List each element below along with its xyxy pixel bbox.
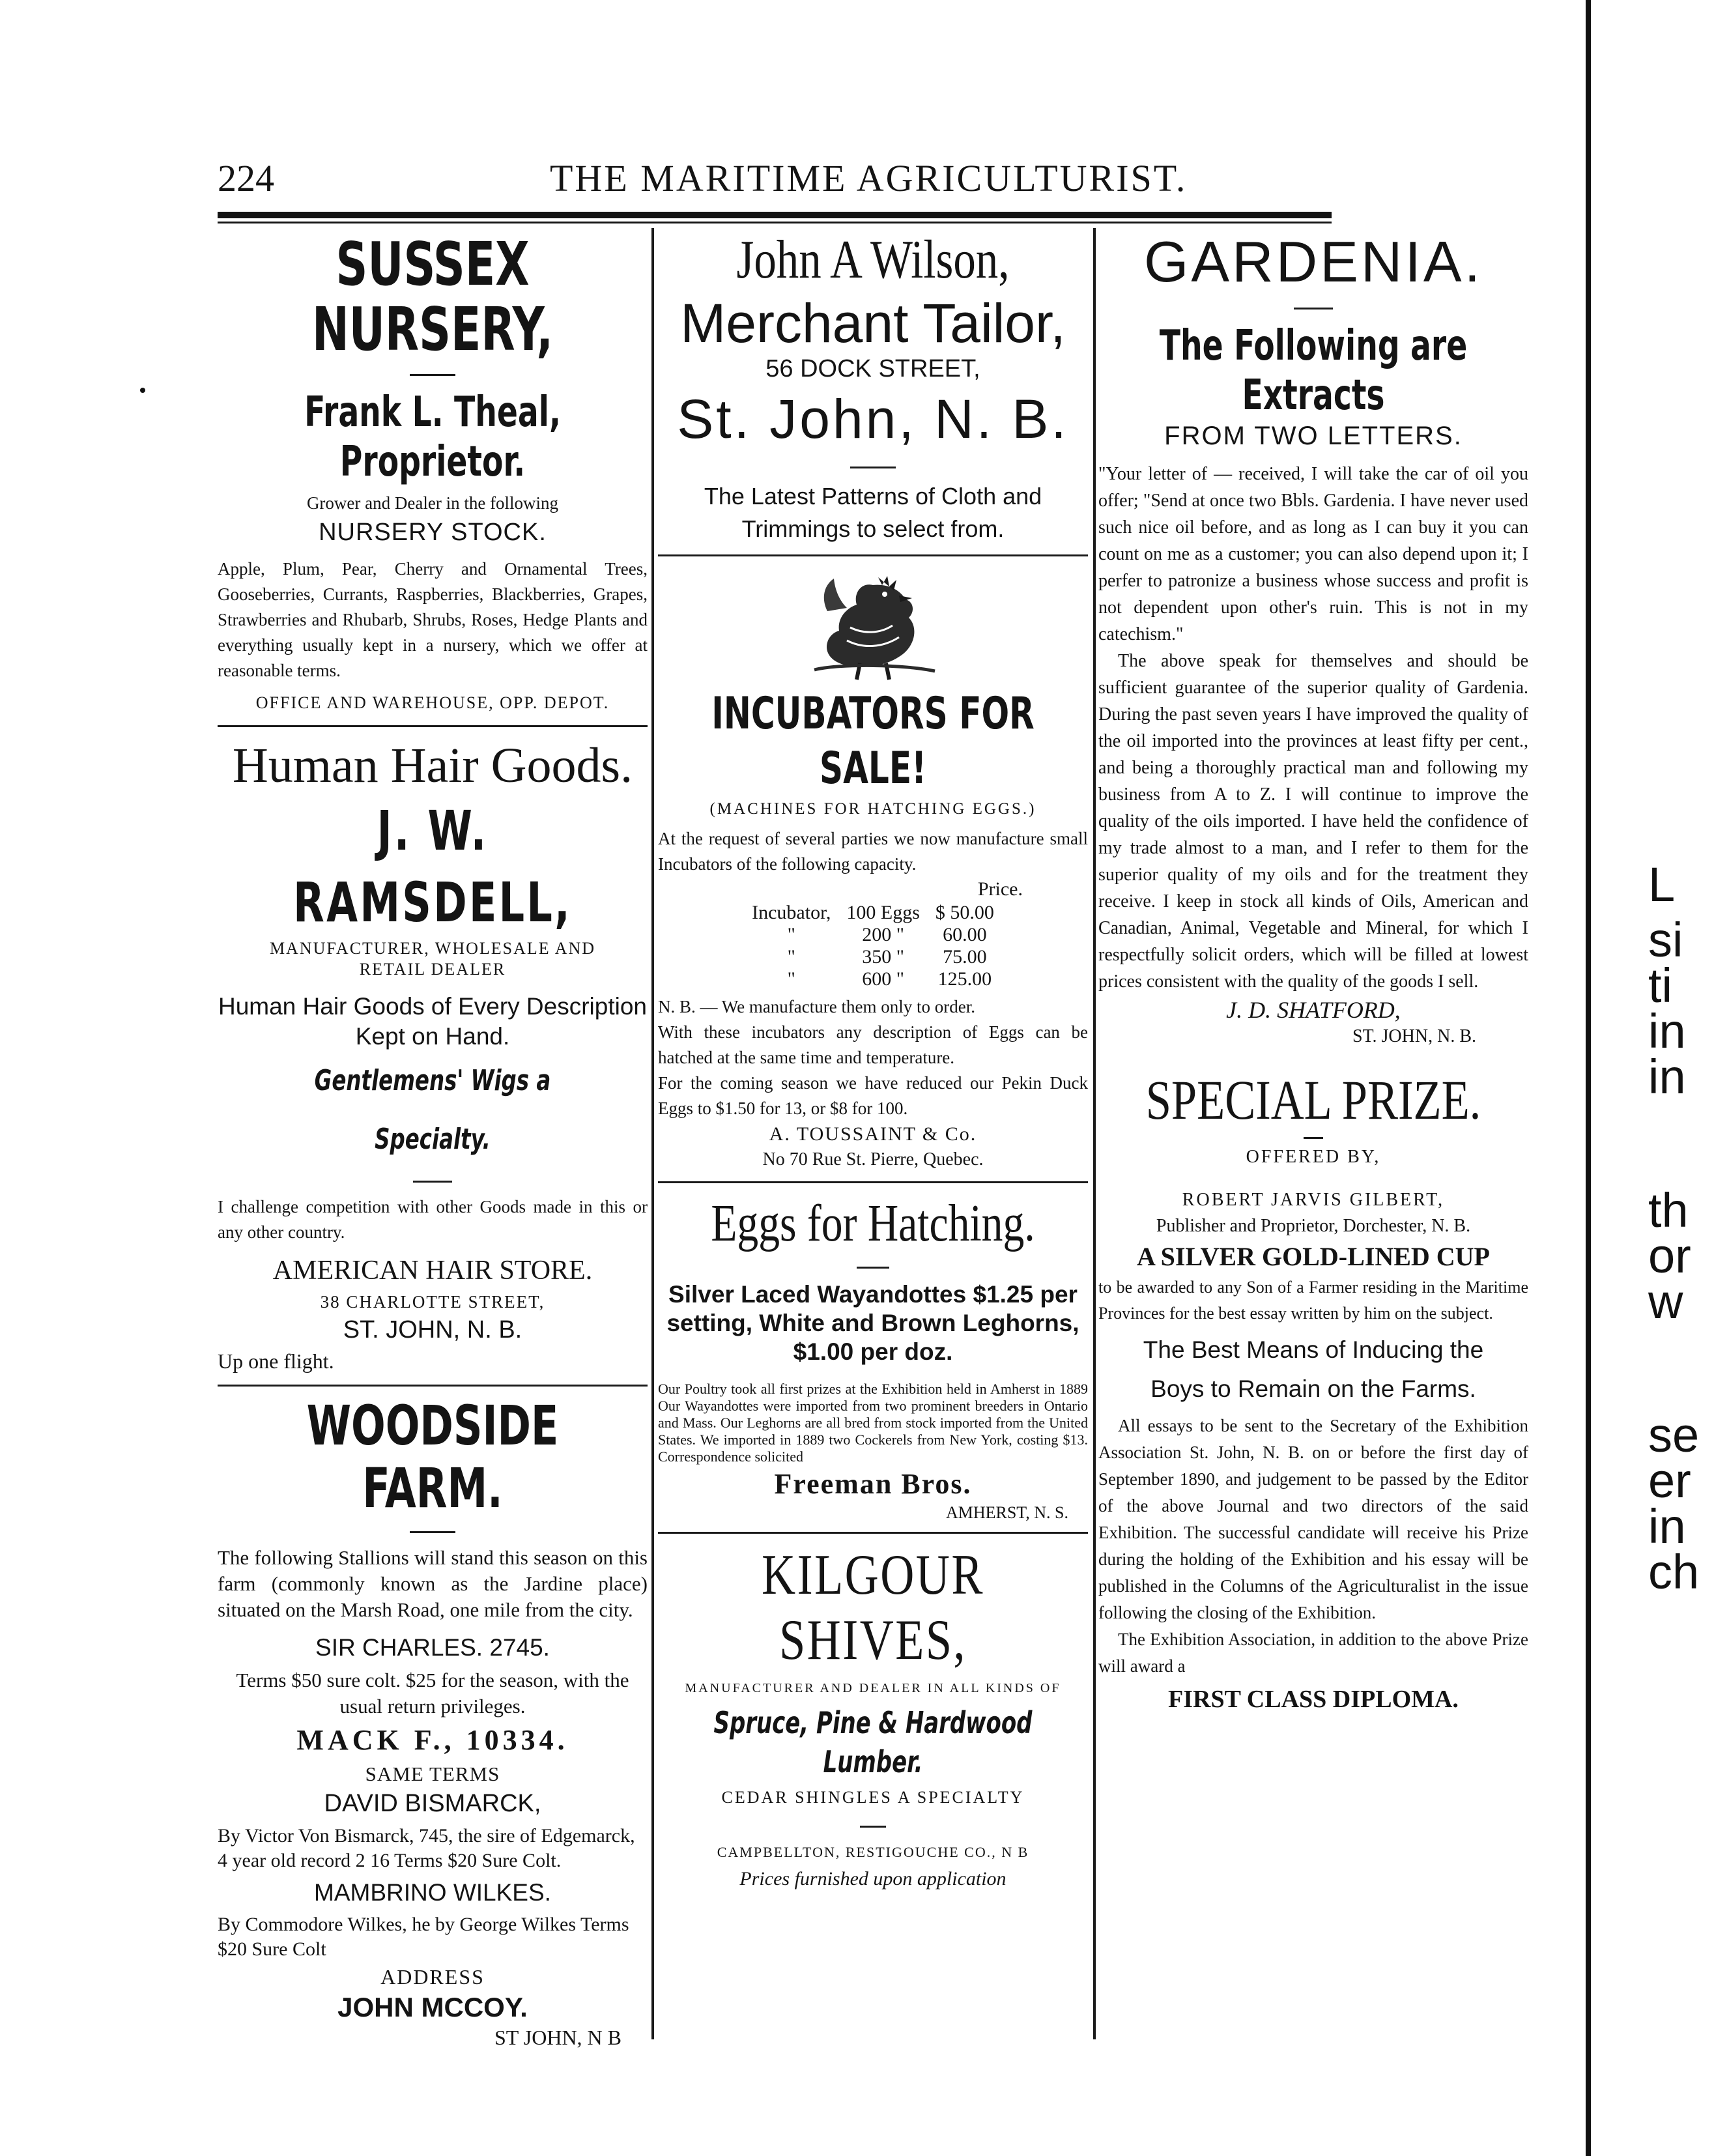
incubators-title: INCUBATORS FOR SALE! [711,688,1035,794]
incubators-pekin: For the coming season we have reduced our Pekin Duck Eggs to $1.50 for 13, or $8 for 100. [658,1073,1088,1118]
woodside-body: The following Stallions will stand this season on this farm (commonly known as the Jardine place) situated on the Marsh Road, one mile from the city. [218,1546,648,1621]
kilgour-trade: MANUFACTURER AND DEALER IN ALL KINDS OF [685,1681,1061,1695]
gardenia-title: GARDENIA. [1143,229,1483,294]
same-terms: SAME TERMS [365,1762,500,1785]
sussex-stock: NURSERY STOCK. [319,519,547,546]
incubators-intro: At the request of several parties we now manufacture small Incubators of the following capacity. [658,829,1088,874]
edge-fragment: in [1648,1050,1686,1104]
prize-cup-desc: to be awarded to any Son of a Farmer residing in the Maritime Provinces for the best essay written by him on the subject. [1098,1278,1528,1323]
ad-human-hair [218,736,648,1377]
sir-charles: SIR CHARLES. 2745. [315,1634,550,1661]
prize-subject-2: Boys to Remain on the Farms. [1150,1375,1476,1402]
divider [1294,308,1333,309]
prize-name: ROBERT JARVIS GILBERT, [1182,1190,1445,1210]
sussex-body: Apple, Plum, Pear, Cherry and Ornamental Trees, Gooseberries, Currants, Raspberries, Blackberries, Grapes, Strawberries and Rhubarb, Shrubs, Roses, Hedge Plants and everything usually kept in a nursery, which we offer at reasonable terms. [218,559,648,680]
hair-specialty: Gentlemens' Wigs a Specialty. [314,1064,551,1156]
table-row [744,946,1002,968]
section-rule [218,725,648,727]
edge-fragment: L [1648,857,1676,912]
prize-extra: The Exhibition Association, in addition to the above Prize will award a [1098,1630,1528,1676]
ad-incubators [658,566,1088,1172]
column-left [218,228,648,2052]
section-rule [658,1181,1088,1183]
prize-offered: OFFERED BY, [1246,1147,1381,1167]
hair-flight: Up one flight. [218,1349,334,1373]
edge-fragment: se [1648,1408,1700,1462]
section-rule [218,1385,648,1387]
incubator-price-table [744,902,1002,990]
divider [857,1267,889,1269]
row-qty: 200 " [862,924,904,945]
kilgour-address: CAMPBELLTON, RESTIGOUCHE CO., N B [717,1844,1029,1860]
divider [860,1826,886,1828]
edge-fragment: in [1648,1499,1686,1553]
gardenia-sub2: FROM TWO LETTERS. [1164,422,1463,450]
header-rule [218,212,1332,218]
column-divider-1 [651,228,654,2039]
page-number: 224 [218,157,274,199]
incubators-body: With these incubators any description of Eggs can be hatched at the same time and temperature. [658,1022,1088,1067]
wilkes-desc: By Commodore Wilkes, he by George Wilkes Terms $20 Sure Colt [218,1914,629,1960]
price-header: Price. [977,878,1023,900]
hair-name: J. W. RAMSDELL, [293,799,572,934]
edge-fragment: in [1648,1004,1686,1058]
section-rule [658,1532,1088,1534]
section-rule [658,554,1088,556]
incubators-subtitle: (MACHINES FOR HATCHING EGGS.) [709,800,1036,818]
column-right [1098,228,1528,1719]
mack-f: MACK F., 10334. [296,1724,569,1756]
ad-john-wilson [658,228,1088,545]
incubators-note: N. B. — We manufacture them only to order. [658,997,975,1016]
kilgour-lumber: Spruce, Pine & Hardwood Lumber. [713,1705,1033,1779]
row-label: " [787,924,795,945]
eggs-firm: Freeman Bros. [774,1468,972,1500]
address-label: ADDRESS [380,1965,485,1989]
woodside-title: WOODSIDE FARM. [306,1394,559,1520]
divider [410,374,455,376]
ad-special-prize [1098,1068,1528,1719]
gardenia-sub1: The Following are Extracts [1159,322,1468,420]
ad-kilgour-shives [658,1543,1088,1893]
owner-city: ST JOHN, N B [494,2026,621,2049]
incubators-firm: A. TOUSSAINT & Co. [769,1123,977,1145]
row-price: 60.00 [943,924,987,945]
eggs-title: Eggs for Hatching. [711,1195,1035,1252]
ad-woodside-farm [218,1394,648,2052]
gardenia-signer: J. D. SHATFORD, [1226,997,1401,1023]
ad-eggs-hatching [658,1192,1088,1523]
gardenia-quote: "Your letter of — received, I will take the car of oil you offer; "Send at once two Bbls. Gardenia. I have never used such nice oil before, and as long as I can buy it you can count on me as a customer; you can also depend upon it; I perfer to patronize a business whose success and profit is not dependent upon other's ruin. This is not in my catechism." [1098,464,1528,644]
edge-fragment: si [1648,913,1683,967]
divider [410,1531,455,1533]
row-label: " [787,946,795,968]
page-edge-bar [1586,0,1591,2156]
row-label: " [787,968,795,990]
gardenia-body: The above speak for themselves and should be sufficient guarantee of the superior quality of Gardenia. During the past seven years I have improved the quality of the oil imported into the provinces at least fifty per cent., and being a thoroughly practical man and following my business from A to Z. I will continue to improve the quality of the oils imported. I have held the confidence of my trade almost to a man, and I refer to them for the superior quality of my oils and for the treatment they receive. I keep in stock all kinds of Oils, American and Canadian, Animal, Vegetable and Mineral, for which I respectfully solicit orders, which will be filled at lowest prices consistent with the quality of the goods I sell. [1098,651,1528,992]
table-row [744,902,1002,924]
tailor-patterns: The Latest Patterns of Cloth and Trimmings to select from. [704,483,1042,542]
row-qty: 350 " [862,946,904,968]
edge-fragment: er [1648,1454,1691,1508]
row-qty: 100 Eggs [846,902,920,923]
edge-fragment: or [1648,1229,1691,1283]
publication-title: THE MARITIME AGRICULTURIST. [550,157,1188,199]
hair-city: ST. JOHN, N. B. [343,1316,522,1344]
row-label: Incubator, [752,902,831,923]
incubators-address: No 70 Rue St. Pierre, Quebec. [762,1149,984,1170]
hair-store: AMERICAN HAIR STORE. [272,1256,593,1286]
ad-gardenia [1098,228,1528,1048]
david-bismarck: DAVID BISMARCK, [324,1790,541,1817]
running-header [218,156,1273,202]
sussex-tagline: Grower and Dealer in the following [306,493,559,513]
ad-sussex-nursery [218,229,648,716]
row-price: $ 50.00 [935,902,994,923]
prize-body: All essays to be sent to the Secretary of the Exhibition Association St. John, N. B. on or before the first day of September 1890, and judgement to be passed by the Editor of the above Journal and two directors of the said Exhibition. The successful candidate will receive his Prize during the holding of the Exhibition and his essay will be published in the Columns of the Agriculturalist in the issue following the closing of the Exhibition. [1098,1416,1528,1622]
prize-diploma: FIRST CLASS DIPLOMA. [1168,1686,1459,1713]
divider [1304,1137,1323,1139]
prize-cup: A SILVER GOLD-LINED CUP [1137,1242,1490,1271]
tailor-city: St. John, N. B. [677,388,1069,450]
hair-street: 38 CHARLOTTE STREET, [320,1292,545,1312]
row-price: 125.00 [937,968,992,990]
divider [850,467,896,468]
tailor-street: 56 DOCK STREET, [765,355,980,382]
prize-title: SPECIAL PRIZE. [1145,1069,1481,1131]
sir-charles-terms: Terms $50 sure colt. $25 for the season, with the usual return privileges. [236,1669,629,1718]
row-price: 75.00 [943,946,987,968]
column-divider-2 [1093,228,1096,2039]
divider [413,1181,452,1183]
kilgour-prices: Prices furnished upon application [739,1868,1007,1890]
edge-fragment: th [1648,1183,1689,1237]
tailor-trade: Merchant Tailor, [680,293,1066,354]
sussex-office: OFFICE AND WAREHOUSE, OPP. DEPOT. [255,693,610,712]
header-rule-thin [218,222,1332,223]
eggs-offer: Silver Laced Wayandottes $1.25 per setting, White and Brown Leghorns, $1.00 per doz. [666,1281,1079,1365]
hair-title: Human Hair Goods. [232,738,633,793]
hair-role: MANUFACTURER, WHOLESALE AND RETAIL DEALER [269,939,596,979]
kilgour-shingles: CEDAR SHINGLES A SPECIALTY [721,1788,1025,1807]
table-row [744,968,1002,990]
edge-fragment: ch [1648,1545,1700,1599]
owner-name: JOHN MCCOY. [337,1992,528,2022]
hair-challenge: I challenge competition with other Goods made in this or any other country. [218,1197,648,1242]
bismarck-desc: By Victor Von Bismarck, 745, the sire of Edgemarck, 4 year old record 2 16 Terms $20 Sure Colt. [218,1825,635,1871]
row-qty: 600 " [862,968,904,990]
hair-desc: Human Hair Goods of Every Description Kept on Hand. [218,993,648,1050]
rooster-illustration [801,566,945,683]
sussex-proprietor: Frank L. Theal, Proprietor. [304,388,561,486]
eggs-body: Our Poultry took all first prizes at the Exhibition held in Amherst in 1889 Our Wayandottes were imported from two prominent breeders in Ontario and Mass. Our Leghorns are all bred from stock imported from the United States. We imported in 1889 two Cockerels from New York, costing $13. Correspondence solicited [658,1381,1088,1465]
prize-role: Publisher and Proprietor, Dorchester, N. B. [1156,1216,1471,1236]
mambrino-wilkes: MAMBRINO WILKES. [314,1879,551,1906]
sussex-title: SUSSEX NURSERY, [311,229,554,364]
stray-mark [140,388,145,393]
prize-subject-1: The Best Means of Inducing the [1143,1336,1484,1363]
gardenia-signer-city: ST. JOHN, N. B. [1352,1026,1476,1046]
edge-fragment: ti [1648,958,1672,1013]
tailor-name: John A Wilson, [736,229,1010,290]
eggs-city: AMHERST, N. S. [945,1503,1068,1522]
column-middle [658,228,1088,1893]
kilgour-title: KILGOUR SHIVES, [762,1544,984,1672]
table-row [744,924,1002,946]
edge-fragment: w [1648,1274,1683,1329]
